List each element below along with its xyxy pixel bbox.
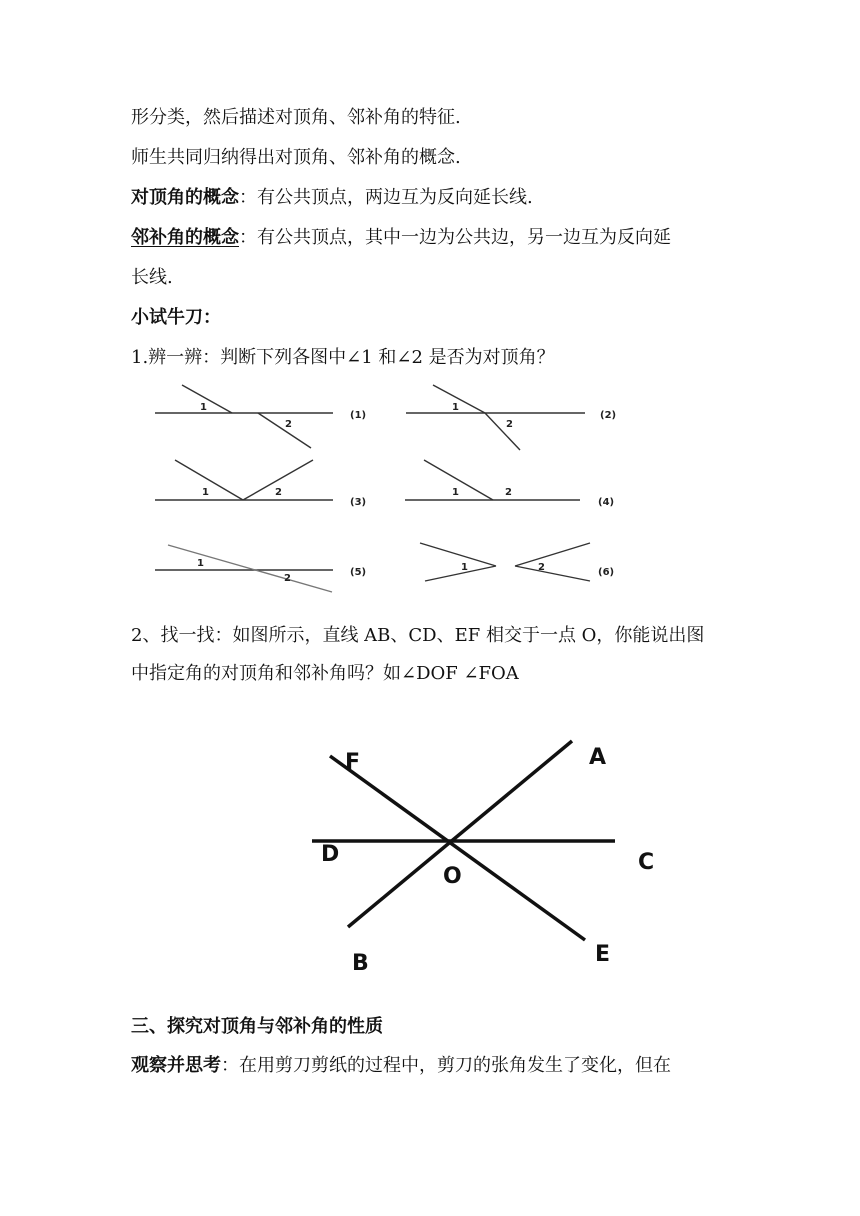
fig5-tag: (5) — [350, 567, 367, 578]
fig1-angle1-label: 1 — [200, 402, 207, 413]
fig1-tag: (1) — [350, 410, 367, 421]
question-1: 1.辨一辨：判断下列各图中∠1 和∠2 是否为对顶角？ — [131, 347, 555, 368]
definition-text: ：有公共顶点，其中一边为公共边，另一边互为反向延 — [239, 227, 671, 248]
definition-term: 邻补角的概念 — [131, 227, 239, 248]
fig1-angle2-label: 2 — [285, 419, 292, 430]
observe-think — [131, 1054, 671, 1078]
fig2-angle2-label: 2 — [506, 419, 513, 430]
fig3-angle2-label: 2 — [275, 487, 282, 498]
fig4-angle1-label: 1 — [452, 487, 459, 498]
definition-text: ：有公共顶点，两边互为反向延长线. — [239, 187, 533, 208]
practice-heading: 小试牛刀： — [131, 307, 221, 328]
label-B: B — [352, 951, 369, 976]
paragraph-classify: 形分类，然后描述对顶角、邻补角的特征. — [131, 107, 461, 128]
fig3-angle1-label: 1 — [202, 487, 209, 498]
line-AB — [348, 741, 572, 927]
fig4-angle2-label: 2 — [505, 487, 512, 498]
question-2-line2: 中指定角的对顶角和邻补角吗？如∠DOF ∠FOA — [131, 663, 519, 684]
fig6-tag: (6) — [598, 567, 615, 578]
label-O: O — [443, 864, 462, 889]
fig3-tag: (3) — [350, 497, 367, 508]
observe-text: ：在用剪刀剪纸的过程中，剪刀的张角发生了变化，但在 — [221, 1055, 671, 1076]
label-A: A — [589, 745, 607, 770]
fig4-tag: (4) — [598, 497, 615, 508]
paragraph-summarize: 师生共同归纳得出对顶角、邻补角的概念. — [131, 147, 461, 168]
label-C: C — [638, 850, 655, 875]
fig5-angle2-label: 2 — [284, 573, 291, 584]
question-2-line1: 2、找一找：如图所示，直线 AB、CD、EF 相交于一点 O，你能说出图 — [131, 625, 705, 646]
fig5-angle1-label: 1 — [197, 558, 204, 569]
fig6-angle2-label: 2 — [538, 562, 545, 573]
definition-continuation: 长线. — [131, 267, 173, 288]
label-E: E — [595, 942, 611, 967]
observe-term: 观察并思考 — [131, 1055, 221, 1076]
definition-term: 对顶角的概念 — [131, 187, 239, 208]
label-F: F — [345, 750, 361, 775]
label-D: D — [321, 842, 340, 867]
fig2-tag: (2) — [600, 410, 617, 421]
fig6-angle1-label: 1 — [461, 562, 468, 573]
section-heading-3: 三、探究对顶角与邻补角的性质 — [131, 1016, 383, 1037]
fig2-angle1-label: 1 — [452, 402, 459, 413]
